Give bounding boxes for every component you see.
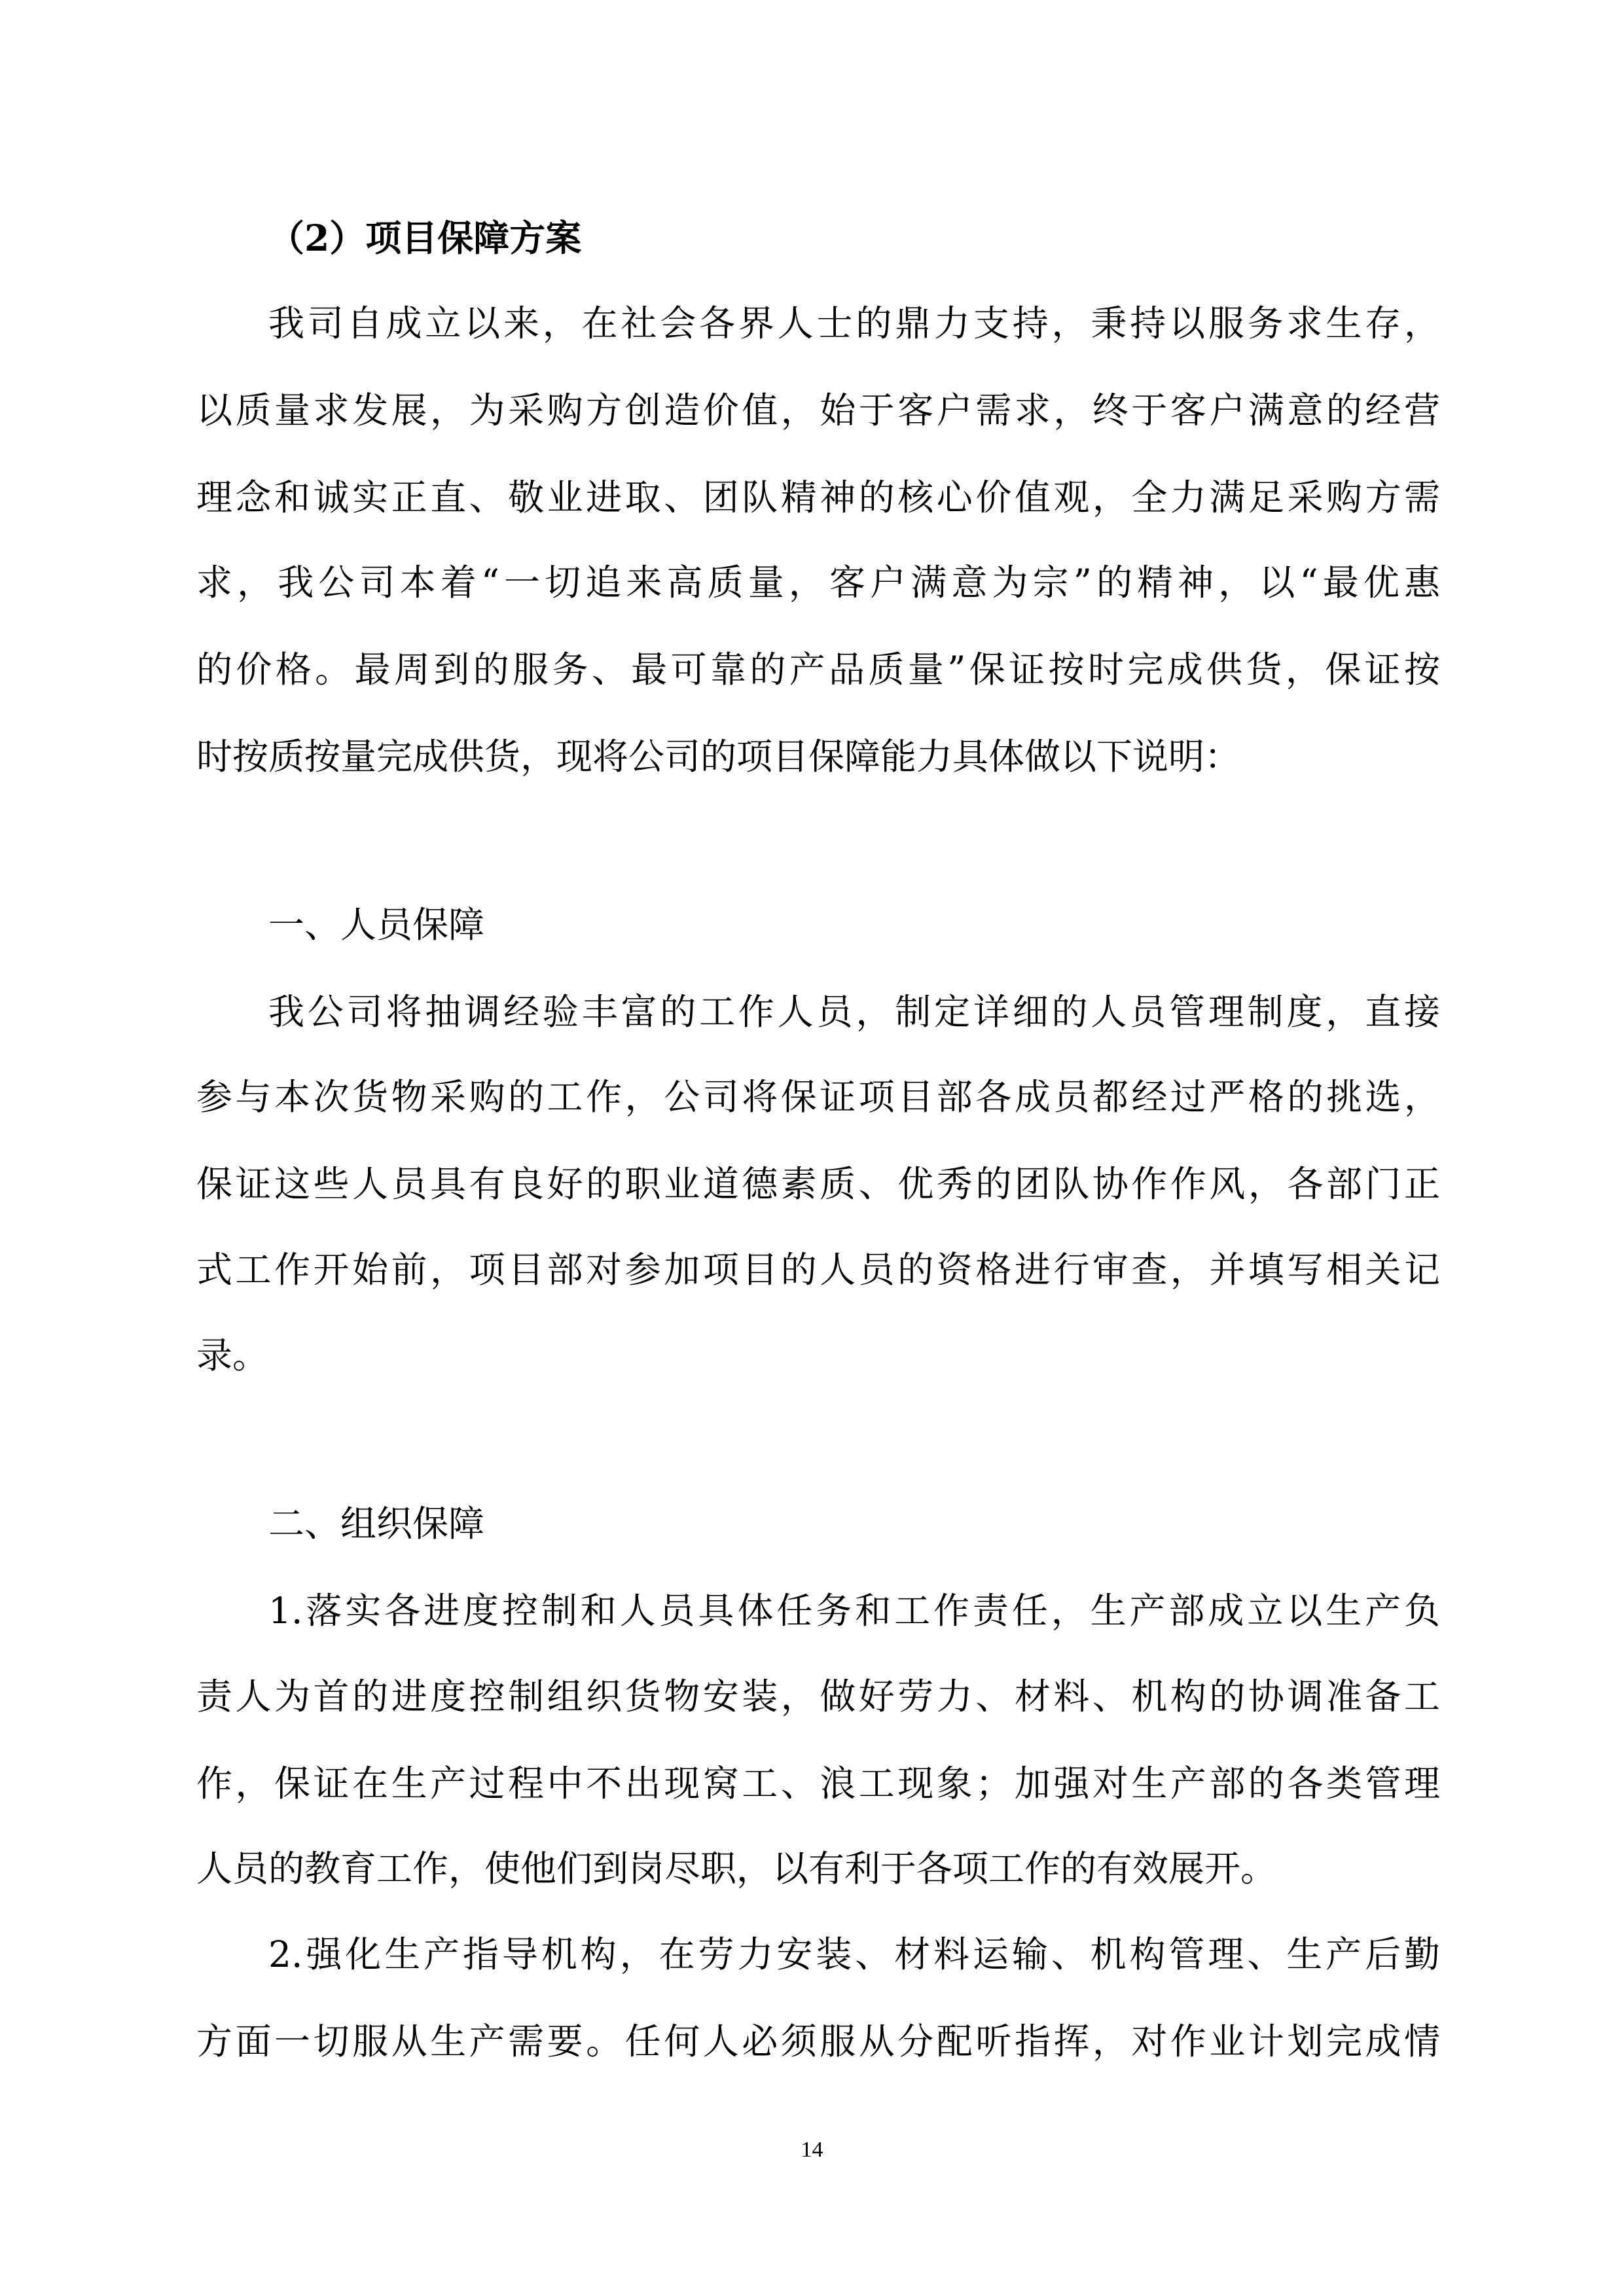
personnel-line: 我公司将抽调经验丰富的工作人员，制定详细的人员管理制度，直接 — [268, 991, 1440, 1033]
personnel-line: 参与本次货物采购的工作，公司将保证项目部各成员都经过严格的挑选， — [196, 1076, 1440, 1118]
page-number: 14 — [801, 2138, 823, 2162]
section-title: （2）项目保障方案 — [268, 217, 582, 259]
organization-item1-line: 责人为首的进度控制组织货物安装，做好劳力、材料、机构的协调准备工 — [196, 1676, 1440, 1717]
organization-item1-line: 人员的教育工作，使他们到岗尽职，以有利于各项工作的有效展开。 — [196, 1848, 1277, 1890]
intro-line: 我司自成立以来，在社会各界人士的鼎力支持，秉持以服务求生存， — [268, 302, 1440, 344]
intro-line: 求，我公司本着“一切追来高质量，客户满意为宗”的精神，以“最优惠 — [196, 562, 1440, 603]
personnel-line: 式工作开始前，项目部对参加项目的人员的资格进行审查，并填写相关记 — [196, 1249, 1440, 1291]
organization-item1-line: 1.落实各进度控制和人员具体任务和工作责任，生产部成立以生产负 — [268, 1590, 1440, 1632]
organization-heading: 二、组织保障 — [268, 1503, 485, 1545]
organization-item2-line: 方面一切服从生产需要。任何人必须服从分配听指挥，对作业计划完成情 — [196, 2020, 1440, 2062]
personnel-heading: 一、人员保障 — [268, 904, 485, 946]
personnel-line: 保证这些人员具有良好的职业道德素质、优秀的团队协作作风，各部门正 — [196, 1163, 1440, 1205]
organization-item2-line: 2.强化生产指导机构，在劳力安装、材料运输、机构管理、生产后勤 — [268, 1933, 1440, 1975]
organization-item1-line: 作，保证在生产过程中不出现窝工、浪工现象；加强对生产部的各类管理 — [196, 1763, 1440, 1804]
intro-line: 时按质按量完成供货，现将公司的项目保障能力具体做以下说明： — [196, 736, 1241, 778]
intro-line: 的价格。最周到的服务、最可靠的产品质量”保证按时完成供货，保证按 — [196, 649, 1440, 691]
intro-line: 以质量求发展，为采购方创造价值，始于客户需求，终于客户满意的经营 — [196, 389, 1440, 431]
personnel-line: 录。 — [196, 1335, 269, 1376]
intro-line: 理念和诚实正直、敬业进取、团队精神的核心价值观，全力满足采购方需 — [196, 476, 1440, 518]
